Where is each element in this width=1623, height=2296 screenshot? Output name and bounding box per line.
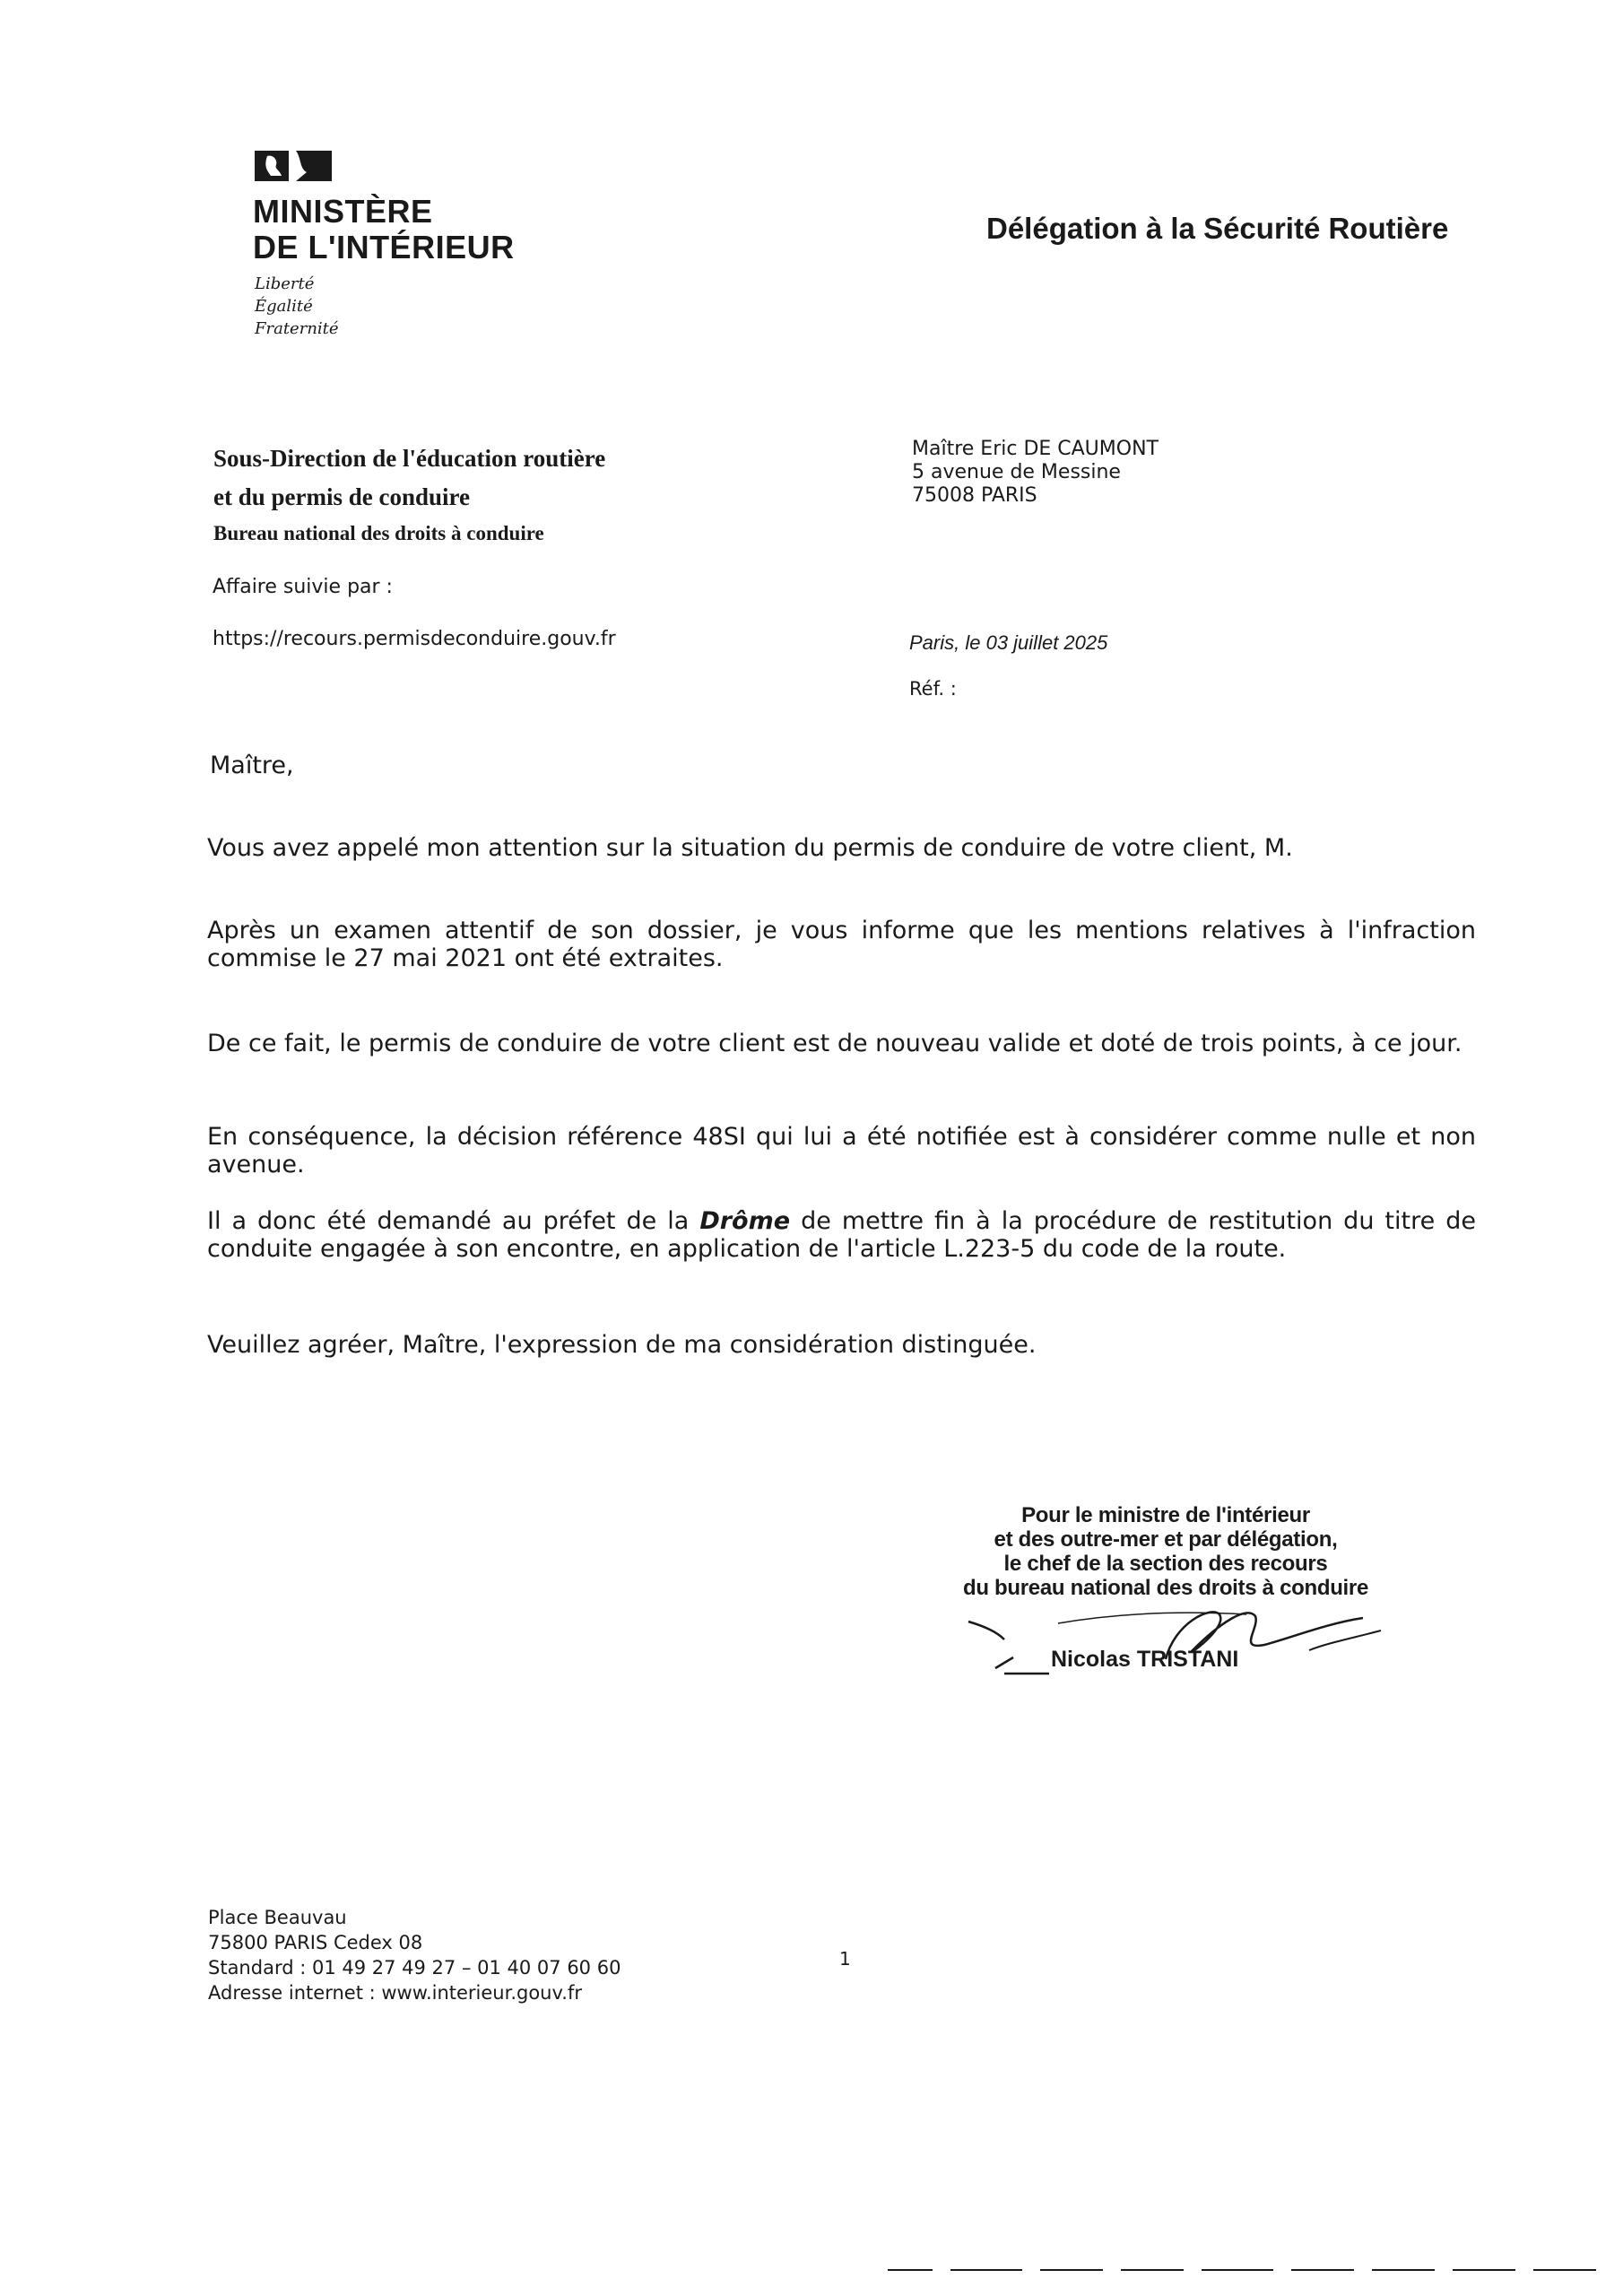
- department-name: Drôme: [699, 1207, 791, 1235]
- addressee-street: 5 avenue de Messine: [912, 461, 1121, 483]
- signature-line-3: le chef de la section des recours: [1003, 1552, 1328, 1576]
- paragraph-5-start: Il a donc été demandé au préfet de la: [207, 1207, 700, 1235]
- paragraph-5-end: de mettre fin à la procédure de restitution du titre de conduite engagée à son encontre, en application de l'article L.223-5 du code de la route.: [207, 1207, 1476, 1263]
- paragraph-4: En conséquence, la décision référence 48SI qui lui a été notifiée est à considérer comme nulle et non avenue.: [207, 1123, 1476, 1178]
- recours-website-link[interactable]: https://recours.permisdeconduire.gouv.fr: [213, 628, 616, 650]
- signature-line-1: Pour le ministre de l'intérieur: [1021, 1503, 1310, 1527]
- paragraph-2: Après un examen attentif de son dossier, je vous informe que les mentions relatives à l'infraction commise le 27 mai 2021 ont été extraites.: [207, 917, 1476, 972]
- signatory-name: Nicolas TRISTANI: [1051, 1647, 1239, 1672]
- addressee-city: 75008 PARIS: [912, 484, 1037, 507]
- scan-edge-marks: [888, 2267, 1596, 2273]
- addressee-name: Maître Eric DE CAUMONT: [912, 438, 1159, 460]
- signature-line-4: du bureau national des droits à conduire: [962, 1576, 1369, 1600]
- page-number: 1: [839, 1948, 851, 1970]
- date-line: Paris, le 03 juillet 2025: [909, 631, 1108, 654]
- motto-egalite: Égalité: [255, 297, 313, 316]
- service-line-2: et du permis de conduire: [213, 483, 471, 510]
- paragraph-3: De ce fait, le permis de conduire de votre client est de nouveau valide et doté de trois points, à ce jour.: [207, 1030, 1462, 1057]
- paragraph-1: Vous avez appelé mon attention sur la situation du permis de conduire de votre client, M.: [207, 834, 1293, 862]
- marianne-logo: [255, 151, 332, 181]
- delegation-title: Délégation à la Sécurité Routière: [986, 212, 1449, 245]
- motto-fraternite: Fraternité: [255, 319, 339, 338]
- motto-liberte: Liberté: [255, 274, 315, 293]
- service-line-1: Sous-Direction de l'éducation routière: [213, 445, 606, 472]
- salutation: Maître,: [210, 752, 294, 779]
- service-block: [213, 439, 605, 551]
- footer-line-4: Adresse internet : www.interieur.gouv.fr: [208, 1982, 582, 2004]
- paragraph-5: [207, 1207, 1476, 1263]
- reference-line: Réf. :: [909, 678, 957, 700]
- footer-address: [208, 1905, 621, 2005]
- addressee-block: [912, 438, 1159, 508]
- footer-line-1: Place Beauvau: [208, 1907, 347, 1928]
- closing-formula: Veuillez agréer, Maître, l'expression de ma considération distinguée.: [207, 1331, 1037, 1359]
- signature-line-2: et des outre-mer et par délégation,: [994, 1527, 1338, 1552]
- ministry-name: [253, 194, 515, 265]
- footer-line-2: 75800 PARIS Cedex 08: [208, 1932, 423, 1953]
- signature-block: [915, 1503, 1417, 1600]
- ministry-name-line2: DE L'INTÉRIEUR: [253, 229, 515, 265]
- republic-motto: [255, 273, 339, 340]
- service-line-3: Bureau national des droits à conduire: [213, 522, 544, 544]
- ministry-name-line1: MINISTÈRE: [253, 193, 433, 230]
- followed-by-label: Affaire suivie par :: [213, 576, 393, 598]
- footer-line-3: Standard : 01 49 27 49 27 – 01 40 07 60 60: [208, 1957, 621, 1979]
